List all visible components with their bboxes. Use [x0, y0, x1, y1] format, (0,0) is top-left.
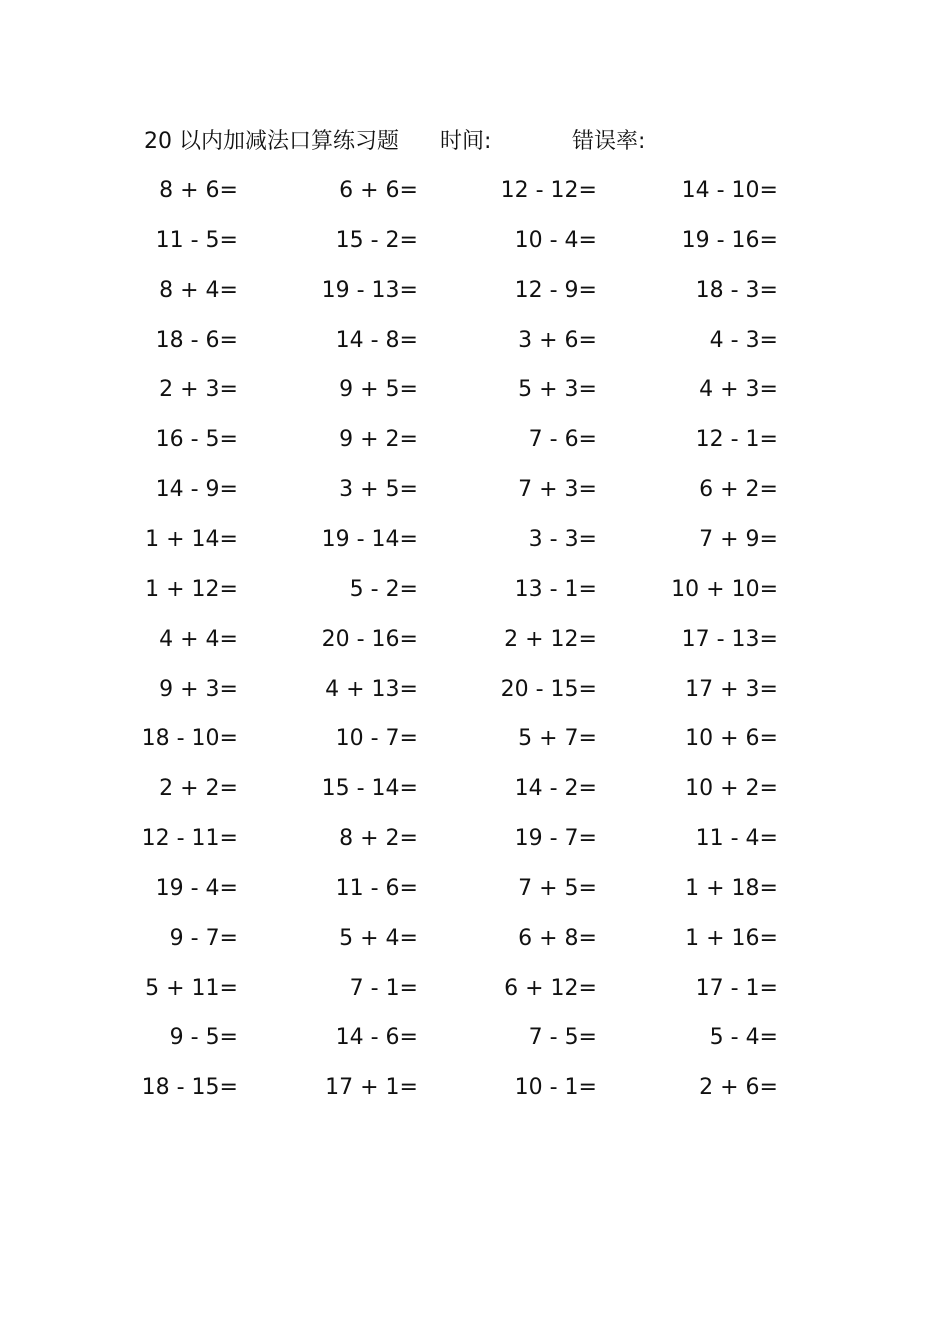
problem-c4-r2: 19 - 16= — [681, 228, 778, 253]
problem-c1-r4: 18 - 6= — [155, 328, 238, 353]
problem-c4-r14: 11 - 4= — [695, 826, 778, 851]
problem-c1-r6: 16 - 5= — [155, 427, 238, 452]
problem-c4-r4: 4 - 3= — [709, 328, 778, 353]
problem-c3-r12: 5 + 7= — [518, 726, 597, 751]
problem-c3-r13: 14 - 2= — [514, 776, 597, 801]
problem-c1-r7: 14 - 9= — [155, 477, 238, 502]
problem-c3-r19: 10 - 1= — [514, 1075, 597, 1100]
problem-c4-r1: 14 - 10= — [681, 178, 778, 203]
problem-c4-r17: 17 - 1= — [695, 976, 778, 1001]
problem-c1-r17: 5 + 11= — [145, 976, 238, 1001]
problem-c2-r4: 14 - 8= — [335, 328, 418, 353]
problem-c1-r13: 2 + 2= — [159, 776, 238, 801]
problem-c4-r6: 12 - 1= — [695, 427, 778, 452]
problem-c2-r16: 5 + 4= — [339, 926, 418, 951]
problem-c1-r14: 12 - 11= — [141, 826, 238, 851]
problem-c1-r5: 2 + 3= — [159, 377, 238, 402]
problem-c2-r3: 19 - 13= — [321, 278, 418, 303]
problem-c1-r9: 1 + 12= — [145, 577, 238, 602]
problem-c1-r12: 18 - 10= — [141, 726, 238, 751]
problem-c4-r9: 10 + 10= — [671, 577, 778, 602]
problem-c1-r8: 1 + 14= — [145, 527, 238, 552]
problem-c4-r19: 2 + 6= — [699, 1075, 778, 1100]
problem-c3-r9: 13 - 1= — [514, 577, 597, 602]
problem-c2-r17: 7 - 1= — [349, 976, 418, 1001]
problem-c1-r11: 9 + 3= — [159, 677, 238, 702]
problem-c3-r10: 2 + 12= — [504, 627, 597, 652]
problem-c4-r12: 10 + 6= — [685, 726, 778, 751]
error-rate-label: 错误率: — [572, 129, 646, 154]
problem-c2-r5: 9 + 5= — [339, 377, 418, 402]
problem-c3-r6: 7 - 6= — [528, 427, 597, 452]
problem-c2-r14: 8 + 2= — [339, 826, 418, 851]
problem-c1-r10: 4 + 4= — [159, 627, 238, 652]
worksheet-title: 20 以内加减法口算练习题 — [144, 129, 399, 154]
problem-c3-r15: 7 + 5= — [518, 876, 597, 901]
problem-c3-r11: 20 - 15= — [500, 677, 597, 702]
problem-c1-r2: 11 - 5= — [155, 228, 238, 253]
problem-c4-r10: 17 - 13= — [681, 627, 778, 652]
problem-c3-r1: 12 - 12= — [500, 178, 597, 203]
problem-c2-r11: 4 + 13= — [325, 677, 418, 702]
problem-c2-r15: 11 - 6= — [335, 876, 418, 901]
problem-c4-r11: 17 + 3= — [685, 677, 778, 702]
problem-c2-r7: 3 + 5= — [339, 477, 418, 502]
problem-c3-r18: 7 - 5= — [528, 1025, 597, 1050]
problem-c1-r16: 9 - 7= — [169, 926, 238, 951]
problem-c2-r9: 5 - 2= — [349, 577, 418, 602]
problem-c3-r14: 19 - 7= — [514, 826, 597, 851]
problem-c4-r13: 10 + 2= — [685, 776, 778, 801]
problem-c3-r4: 3 + 6= — [518, 328, 597, 353]
problem-c2-r8: 19 - 14= — [321, 527, 418, 552]
problem-c3-r8: 3 - 3= — [528, 527, 597, 552]
problem-c3-r5: 5 + 3= — [518, 377, 597, 402]
problem-c3-r7: 7 + 3= — [518, 477, 597, 502]
problem-c4-r3: 18 - 3= — [695, 278, 778, 303]
problem-c4-r18: 5 - 4= — [709, 1025, 778, 1050]
problem-c1-r15: 19 - 4= — [155, 876, 238, 901]
problem-c1-r18: 9 - 5= — [169, 1025, 238, 1050]
time-label: 时间: — [440, 129, 492, 154]
problem-c3-r16: 6 + 8= — [518, 926, 597, 951]
problem-c2-r12: 10 - 7= — [335, 726, 418, 751]
problem-c1-r19: 18 - 15= — [141, 1075, 238, 1100]
problem-c1-r3: 8 + 4= — [159, 278, 238, 303]
problem-c2-r13: 15 - 14= — [321, 776, 418, 801]
problem-c2-r6: 9 + 2= — [339, 427, 418, 452]
problem-c2-r19: 17 + 1= — [325, 1075, 418, 1100]
problem-c4-r16: 1 + 16= — [685, 926, 778, 951]
problem-c4-r5: 4 + 3= — [699, 377, 778, 402]
problem-c2-r18: 14 - 6= — [335, 1025, 418, 1050]
problem-c3-r17: 6 + 12= — [504, 976, 597, 1001]
problem-c1-r1: 8 + 6= — [159, 178, 238, 203]
problem-c2-r10: 20 - 16= — [321, 627, 418, 652]
problem-c4-r8: 7 + 9= — [699, 527, 778, 552]
problem-c2-r2: 15 - 2= — [335, 228, 418, 253]
problem-c3-r3: 12 - 9= — [514, 278, 597, 303]
problem-c2-r1: 6 + 6= — [339, 178, 418, 203]
problem-c4-r15: 1 + 18= — [685, 876, 778, 901]
problem-c3-r2: 10 - 4= — [514, 228, 597, 253]
problem-c4-r7: 6 + 2= — [699, 477, 778, 502]
